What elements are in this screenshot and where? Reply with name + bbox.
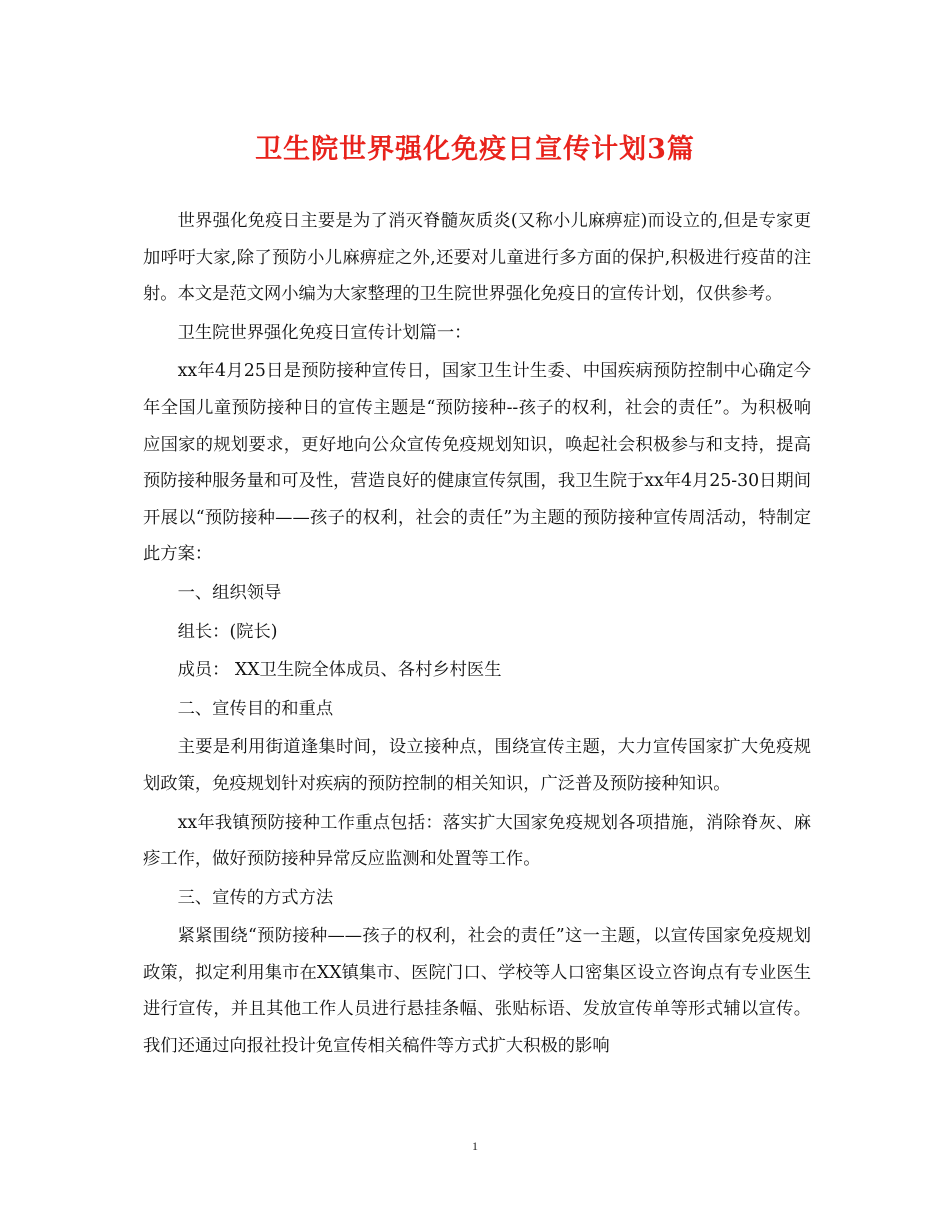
heading-purpose: 二、宣传目的和重点 — [177, 698, 334, 719]
paragraph-methods: 紧紧围绕“预防接种——孩子的权利，社会的责任”这一主题，以宣传国家免疫规划政策，拟定利用集市在XX镇集市、医院门口、学校等人口密集区设立咨询点有专业医生进行宣传，并且其他工作人员进行悬挂条幅、张贴标语、发放宣传单等形式辅以宣传。我们还通过向报社投计免宣传相关稿件等方式扩大积极的影响 — [143, 926, 811, 1057]
document-title: 卫生院世界强化免疫日宣传计划3篇 — [255, 134, 695, 165]
page-number: 1 — [472, 1139, 478, 1153]
paragraph-purpose: 主要是利用街道逢集时间，设立接种点，围绕宣传主题，大力宣传国家扩大免疫规划政策，免疫规划针对疾病的预防控制的相关知识，广泛普及预防接种知识。 — [143, 737, 811, 794]
heading-methods: 三、宣传的方式方法 — [177, 887, 334, 908]
paragraph-section-heading: 卫生院世界强化免疫日宣传计划篇一： — [177, 322, 472, 343]
document-body — [143, 203, 811, 1065]
paragraph-intro: 世界强化免疫日主要是为了消灭脊髓灰质炎(又称小儿麻痹症)而设立的,但是专家更加呼吁大家,除了预防小儿麻痹症之外,还要对儿童进行多方面的保护,积极进行疫苗的注射。本文是范文网小编为大家整理的卫生院世界强化免疫日的宣传计划，仅供参考。 — [143, 211, 811, 305]
paragraph-leader: 组长：(院长) — [177, 621, 278, 642]
paragraph-background: xx年4月25日是预防接种宣传日，国家卫生计生委、中国疾病预防控制中心确定今年全国儿童预防接种日的宣传主题是“预防接种--孩子的权利，社会的责任”。为积极响应国家的规划要求，更好地向公众宣传免疫规划知识，唤起社会积极参与和支持，提高预防接种服务量和可及性，营造良好的健康宣传氛围，我卫生院于xx年4月25-30日期间开展以“预防接种——孩子的权利，社会的责任”为主题的预防接种宣传周活动，特制定此方案： — [143, 361, 811, 565]
paragraph-key-points: xx年我镇预防接种工作重点包括：落实扩大国家免疫规划各项措施，消除脊灰、麻疹工作，做好预防接种异常反应监测和处置等工作。 — [143, 812, 811, 870]
paragraph-members: 成员： XX卫生院全体成员、各村乡村医生 — [177, 660, 502, 681]
heading-organization: 一、组织领导 — [177, 582, 282, 603]
